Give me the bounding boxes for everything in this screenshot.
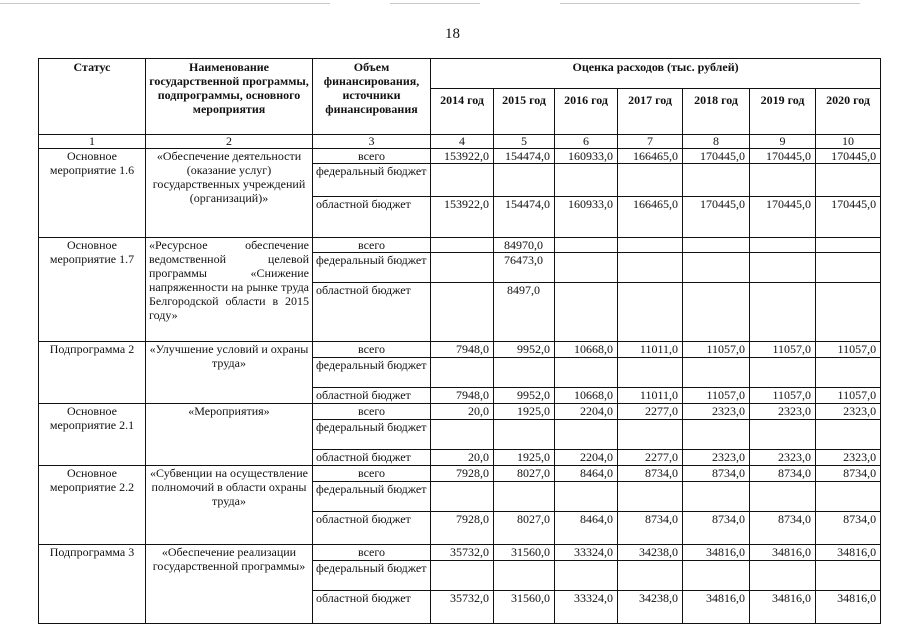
header-year: 2019 год — [750, 89, 816, 135]
expense-value: 31560,0 — [494, 591, 555, 624]
header-year: 2017 год — [618, 89, 683, 135]
expense-value — [555, 482, 618, 512]
row-status: Основное мероприятие 2.2 — [39, 466, 146, 545]
scan-artifact-line — [0, 3, 330, 4]
expense-value: 8734,0 — [816, 466, 881, 482]
expense-value: 31560,0 — [494, 545, 555, 561]
row-name: «Ресурсное обеспечение ведомственной целевой программы «Снижение напряженности на рынке труда Белгородской области в 2015 году» — [146, 238, 313, 342]
expense-value — [750, 253, 816, 283]
expense-value — [555, 283, 618, 342]
expense-value: 11057,0 — [683, 342, 750, 358]
expense-value: 8734,0 — [683, 512, 750, 545]
table-row — [39, 342, 881, 358]
expense-value: 2323,0 — [683, 404, 750, 420]
funding-source: областной бюджет — [313, 512, 431, 545]
expense-value: 35732,0 — [431, 545, 494, 561]
expense-value: 34816,0 — [683, 591, 750, 624]
expense-value — [683, 561, 750, 591]
expense-value — [494, 164, 555, 197]
expense-value — [618, 253, 683, 283]
expense-value — [683, 253, 750, 283]
expense-value: 2277,0 — [618, 404, 683, 420]
expense-value: 2323,0 — [750, 450, 816, 466]
expense-value: 160933,0 — [555, 197, 618, 238]
funding-source: федеральный бюджет — [313, 561, 431, 591]
expense-value: 11011,0 — [618, 388, 683, 404]
expense-value: 34238,0 — [618, 591, 683, 624]
expense-value: 35732,0 — [431, 591, 494, 624]
expense-value — [431, 482, 494, 512]
expense-value: 166465,0 — [618, 149, 683, 164]
expense-value: 11057,0 — [683, 388, 750, 404]
expense-value: 76473,0 — [494, 253, 555, 283]
scan-artifact-line — [560, 3, 860, 4]
expense-value: 34816,0 — [750, 545, 816, 561]
expense-value: 8734,0 — [750, 466, 816, 482]
expense-value: 2323,0 — [683, 450, 750, 466]
funding-source: областной бюджет — [313, 197, 431, 238]
header-expenses: Оценка расходов (тыс. рублей) — [431, 59, 881, 89]
expense-value — [618, 482, 683, 512]
expense-value — [494, 420, 555, 450]
row-name: «Субвенции на осуществление полномочий в области охраны труда» — [146, 466, 313, 545]
expense-value — [618, 238, 683, 253]
table-row — [39, 238, 881, 253]
table-row — [39, 404, 881, 420]
expense-value: 8497,0 — [494, 283, 555, 342]
expense-value: 20,0 — [431, 450, 494, 466]
expense-value — [816, 561, 881, 591]
funding-source: всего — [313, 545, 431, 561]
header-year: 2020 год — [816, 89, 881, 135]
expense-value: 170445,0 — [750, 197, 816, 238]
expense-value — [431, 420, 494, 450]
row-status: Основное мероприятие 1.7 — [39, 238, 146, 342]
expense-value — [431, 164, 494, 197]
column-number: 7 — [618, 135, 683, 149]
expense-value — [750, 561, 816, 591]
expense-value: 8734,0 — [816, 512, 881, 545]
expense-value — [431, 238, 494, 253]
expense-value: 7948,0 — [431, 388, 494, 404]
expense-value — [431, 283, 494, 342]
expense-value: 11011,0 — [618, 342, 683, 358]
expense-value: 9952,0 — [494, 342, 555, 358]
funding-source: федеральный бюджет — [313, 253, 431, 283]
expense-value: 7948,0 — [431, 342, 494, 358]
expense-value: 34816,0 — [816, 591, 881, 624]
expense-value: 170445,0 — [816, 197, 881, 238]
expense-value — [618, 358, 683, 388]
expense-value: 11057,0 — [816, 388, 881, 404]
row-name: «Улучшение условий и охраны труда» — [146, 342, 313, 404]
expense-value — [816, 253, 881, 283]
expense-value — [555, 238, 618, 253]
row-status: Подпрограмма 3 — [39, 545, 146, 624]
expense-value — [618, 164, 683, 197]
expense-value: 84970,0 — [494, 238, 555, 253]
page-number: 18 — [445, 26, 460, 42]
row-name: «Обеспечение реализации государственной программы» — [146, 545, 313, 624]
expense-value: 2277,0 — [618, 450, 683, 466]
expense-value — [494, 358, 555, 388]
expense-value — [750, 482, 816, 512]
expense-value: 2204,0 — [555, 404, 618, 420]
expense-value — [618, 561, 683, 591]
expense-value: 2323,0 — [816, 404, 881, 420]
expense-value — [555, 561, 618, 591]
expense-value: 11057,0 — [750, 342, 816, 358]
expense-value — [555, 358, 618, 388]
funding-source: федеральный бюджет — [313, 358, 431, 388]
expense-value: 8734,0 — [683, 466, 750, 482]
expense-value — [816, 358, 881, 388]
expense-value: 1925,0 — [494, 450, 555, 466]
funding-source: федеральный бюджет — [313, 420, 431, 450]
expense-value — [431, 253, 494, 283]
expense-value — [555, 253, 618, 283]
expense-value: 170445,0 — [683, 197, 750, 238]
expense-value — [683, 283, 750, 342]
expense-value — [750, 238, 816, 253]
header-year: 2018 год — [683, 89, 750, 135]
table-row — [39, 545, 881, 561]
expense-value: 34816,0 — [683, 545, 750, 561]
scan-artifact-line — [390, 3, 480, 4]
expense-value: 10668,0 — [555, 342, 618, 358]
expense-value: 153922,0 — [431, 149, 494, 164]
header-year: 2015 год — [494, 89, 555, 135]
funding-source: федеральный бюджет — [313, 482, 431, 512]
funding-source: областной бюджет — [313, 283, 431, 342]
funding-source: федеральный бюджет — [313, 164, 431, 197]
expense-value: 8464,0 — [555, 466, 618, 482]
expense-value — [750, 283, 816, 342]
expense-value: 170445,0 — [683, 149, 750, 164]
header-funding: Объем финансирования, источники финансирования — [313, 59, 431, 135]
table-row — [39, 466, 881, 482]
expense-value — [683, 482, 750, 512]
expense-value: 154474,0 — [494, 197, 555, 238]
expense-value: 9952,0 — [494, 388, 555, 404]
expense-value — [555, 164, 618, 197]
expense-value: 7928,0 — [431, 512, 494, 545]
expense-value — [683, 420, 750, 450]
column-number: 3 — [313, 135, 431, 149]
expense-value: 154474,0 — [494, 149, 555, 164]
column-number: 9 — [750, 135, 816, 149]
expenses-table — [38, 58, 881, 624]
expense-value — [816, 283, 881, 342]
expense-value: 33324,0 — [555, 545, 618, 561]
header-year: 2016 год — [555, 89, 618, 135]
expense-value: 8027,0 — [494, 466, 555, 482]
expense-value: 8734,0 — [750, 512, 816, 545]
funding-source: всего — [313, 238, 431, 253]
expense-value: 20,0 — [431, 404, 494, 420]
expense-value — [816, 164, 881, 197]
expense-value — [683, 238, 750, 253]
expense-value: 1925,0 — [494, 404, 555, 420]
header-name: Наименование государственной программы, подпрограммы, основного мероприятия — [146, 59, 313, 135]
expense-value: 8734,0 — [618, 512, 683, 545]
funding-source: всего — [313, 404, 431, 420]
expense-value: 166465,0 — [618, 197, 683, 238]
expense-value: 11057,0 — [816, 342, 881, 358]
expense-value — [683, 358, 750, 388]
expense-value — [816, 238, 881, 253]
expense-value — [431, 561, 494, 591]
expense-value: 34816,0 — [750, 591, 816, 624]
expense-value — [750, 358, 816, 388]
expense-value: 2323,0 — [816, 450, 881, 466]
expense-value: 2204,0 — [555, 450, 618, 466]
header-year: 2014 год — [431, 89, 494, 135]
expense-value — [750, 164, 816, 197]
funding-source: всего — [313, 149, 431, 164]
expense-value — [816, 482, 881, 512]
expense-value: 10668,0 — [555, 388, 618, 404]
expense-value: 11057,0 — [750, 388, 816, 404]
funding-source: областной бюджет — [313, 388, 431, 404]
column-number: 2 — [146, 135, 313, 149]
expense-value — [431, 358, 494, 388]
funding-source: всего — [313, 342, 431, 358]
funding-source: областной бюджет — [313, 591, 431, 624]
expense-value: 34238,0 — [618, 545, 683, 561]
funding-source: всего — [313, 466, 431, 482]
expense-value — [618, 420, 683, 450]
funding-source: областной бюджет — [313, 450, 431, 466]
expense-value: 8734,0 — [618, 466, 683, 482]
column-number: 10 — [816, 135, 881, 149]
expense-value: 8027,0 — [494, 512, 555, 545]
expense-value: 2323,0 — [750, 404, 816, 420]
expense-value — [750, 420, 816, 450]
expense-value — [816, 420, 881, 450]
row-status: Подпрограмма 2 — [39, 342, 146, 404]
row-name: «Мероприятия» — [146, 404, 313, 466]
expense-value: 34816,0 — [816, 545, 881, 561]
table-row — [39, 149, 881, 164]
expense-value: 160933,0 — [555, 149, 618, 164]
column-number: 5 — [494, 135, 555, 149]
column-number: 8 — [683, 135, 750, 149]
expense-value — [555, 420, 618, 450]
expense-value: 170445,0 — [816, 149, 881, 164]
row-status: Основное мероприятие 2.1 — [39, 404, 146, 466]
expense-value: 7928,0 — [431, 466, 494, 482]
column-number: 4 — [431, 135, 494, 149]
row-status: Основное мероприятие 1.6 — [39, 149, 146, 238]
expense-value — [618, 283, 683, 342]
expense-value: 170445,0 — [750, 149, 816, 164]
column-number: 6 — [555, 135, 618, 149]
expense-value — [494, 482, 555, 512]
row-name: «Обеспечение деятельности (оказание услуг) государственных учреждений (организаций)» — [146, 149, 313, 238]
header-status: Статус — [39, 59, 146, 135]
expense-value: 153922,0 — [431, 197, 494, 238]
expense-value: 8464,0 — [555, 512, 618, 545]
expense-value: 33324,0 — [555, 591, 618, 624]
column-number: 1 — [39, 135, 146, 149]
expense-value — [494, 561, 555, 591]
expense-value — [683, 164, 750, 197]
